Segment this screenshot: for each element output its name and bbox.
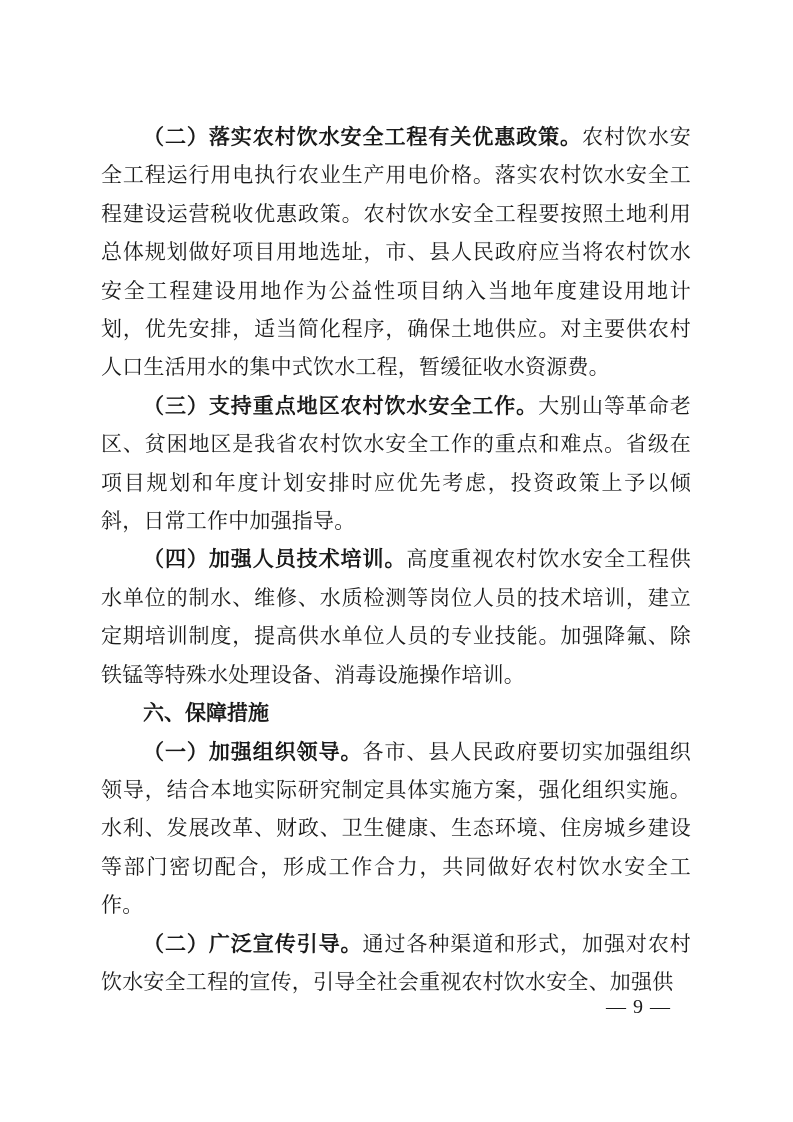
paragraph-lead: （四）加强人员技术培训。: [143, 547, 407, 572]
paragraph-staff-training: [101, 540, 691, 694]
paragraph-lead: （二）广泛宣传引导。: [143, 931, 363, 956]
paragraph-preferential-policies: [101, 118, 691, 387]
paragraph-lead: （一）加强组织领导。: [143, 739, 363, 764]
paragraph-lead: （三）支持重点地区农村饮水安全工作。: [143, 393, 539, 418]
paragraph-text: 通过各种渠道和形式，加强对农村饮水安全工程的宣传，引导全社会重视农村饮水安全、加强供: [101, 931, 691, 994]
paragraph-lead: （二）落实农村饮水安全工程有关优惠政策。: [143, 125, 582, 149]
paragraph-key-regions: [101, 387, 691, 541]
document-body: [101, 118, 691, 1001]
paragraph-text: 高度重视农村饮水安全工程供水单位的制水、维修、水质检测等岗位人员的技术培训，建立定期培训制度，提高供水单位人员的专业技能。加强降氟、除铁锰等特殊水处理设备、消毒设施操作培训。: [101, 547, 691, 687]
paragraph-organizational-leadership: [101, 733, 691, 925]
paragraph-publicity-guidance: [101, 925, 691, 1002]
paragraph-text: 农村饮水安全工程运行用电执行农业生产用电价格。落实农村饮水安全工程建设运营税收优惠政策。农村饮水安全工程要按照土地利用总体规划做好项目用地选址，市、县人民政府应当将农村饮水安全工程建设用地作为公益性项目纳入当地年度建设用地计划，优先安排，适当简化程序，确保土地供应。对主要供农村人口生活用水的集中式饮水工程，暂缓征收水资源费。: [101, 125, 691, 380]
section-heading: 六、保障措施: [143, 701, 269, 726]
paragraph-text: 大别山等革命老区、贫困地区是我省农村饮水安全工作的重点和难点。省级在项目规划和年度计划安排时应优先考虑，投资政策上予以倾斜，日常工作中加强指导。: [101, 393, 691, 534]
page-number: — 9 —: [606, 996, 671, 1018]
paragraph-text: 各市、县人民政府要切实加强组织领导，结合本地实际研究制定具体实施方案，强化组织实施。水利、发展改革、财政、卫生健康、生态环境、住房城乡建设等部门密切配合，形成工作合力，共同做好农村饮水安全工作。: [101, 739, 691, 918]
